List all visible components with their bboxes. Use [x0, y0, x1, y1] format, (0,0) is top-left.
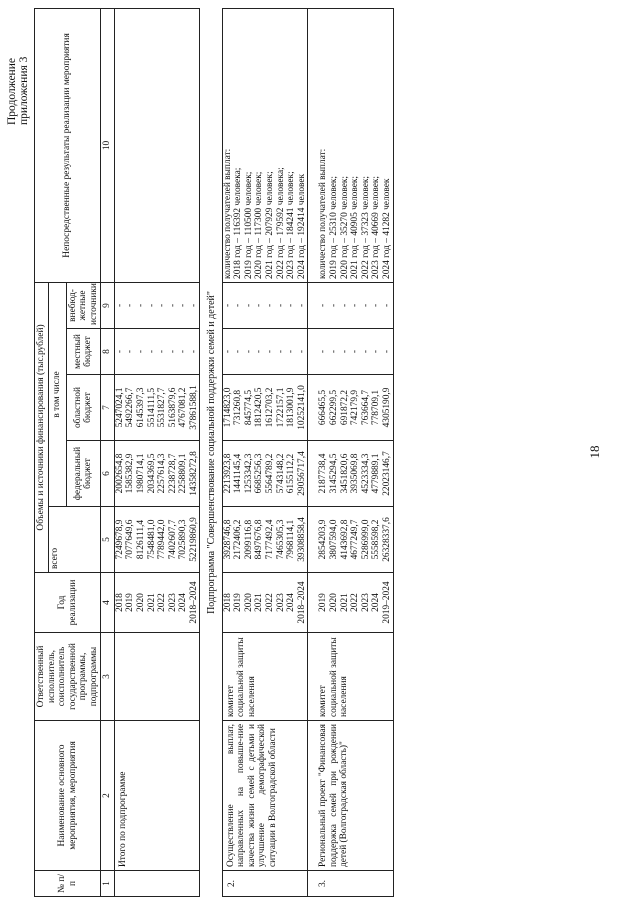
amount: 2257614,3	[157, 453, 168, 494]
index-cell: 5	[101, 507, 115, 573]
row-federal	[308, 441, 393, 507]
amount: -	[381, 349, 392, 354]
subprogram-row	[200, 8, 222, 896]
amount: 1612703,2	[265, 387, 276, 428]
amount: 1722157,1	[275, 387, 286, 428]
amount: -	[222, 349, 233, 354]
row-local	[308, 329, 393, 375]
amount: 4779889,1	[371, 453, 382, 494]
table-row	[308, 8, 393, 896]
row-local	[222, 329, 308, 375]
amount: 4143692,8	[339, 519, 350, 560]
amount: -	[360, 303, 371, 308]
year: 2019	[318, 593, 329, 612]
amount: 39308858,4	[296, 517, 307, 562]
result-line: 2020 год – 35270 человек;	[339, 175, 350, 279]
amount: -	[233, 349, 244, 354]
amount: 5564789,2	[265, 453, 276, 494]
amount: -	[381, 303, 392, 308]
amount: -	[167, 349, 178, 354]
index-cell: 1	[101, 871, 115, 897]
amount: 778709,1	[371, 389, 382, 426]
result-line: 2024 год – 192414 человек	[296, 173, 307, 279]
row-name: Осуществление выплат, направленных на повыше-ние качества жизни семей с детьми и улучшение демографической ситуации в Волгоградской области	[222, 721, 308, 871]
row-total	[222, 507, 308, 573]
year: 2024	[286, 593, 297, 612]
amount: 2034369,5	[146, 453, 157, 494]
amount: 5514111,5	[146, 387, 157, 428]
row-result	[308, 8, 393, 282]
amount: -	[157, 349, 168, 354]
year: 2023	[167, 593, 178, 612]
row-executor: комитет социальной защиты населения	[222, 633, 308, 721]
amount: -	[286, 349, 297, 354]
year: 2021	[254, 593, 265, 612]
amount: -	[318, 349, 329, 354]
index-cell: 3	[101, 633, 115, 721]
table-header	[35, 8, 115, 896]
amount: -	[329, 349, 339, 354]
totals-federal	[114, 441, 200, 507]
row-extra	[308, 282, 393, 328]
header-results: Непосредственные результаты реализации мероприятия	[35, 8, 101, 282]
amount: 5743148,2	[275, 453, 286, 494]
row-extra	[222, 282, 308, 328]
amount: 4305190,9	[381, 387, 392, 428]
amount: 7968114,1	[286, 519, 297, 560]
amount: 845774,5	[243, 389, 254, 426]
index-cell: 9	[101, 282, 115, 328]
row-name: Региональный проект "Финансовая поддержка семей при рождении детей (Волгоградская область)"	[308, 721, 393, 871]
totals-extra	[114, 282, 200, 328]
year: 2019	[125, 593, 136, 612]
amount: 7548481,0	[146, 519, 157, 560]
amount: -	[350, 349, 361, 354]
header-federal: федеральный бюджет	[66, 441, 101, 507]
amount: -	[146, 349, 157, 354]
result-line: 2023 год – 40669 человек;	[371, 175, 382, 279]
amount: 4767081,2	[178, 387, 189, 428]
amount: 10252141,0	[296, 385, 307, 430]
financing-table	[34, 8, 394, 897]
amount: -	[178, 349, 189, 354]
amount: -	[339, 349, 350, 354]
amount: -	[286, 303, 297, 308]
amount: -	[135, 303, 146, 308]
amount: 3935069,8	[350, 453, 361, 494]
row-regional	[308, 375, 393, 441]
year: 2020	[135, 593, 146, 612]
result-line: 2019 год – 25310 человек;	[329, 175, 339, 279]
totals-name: Итого по подпрограмме	[114, 721, 200, 871]
amount: 3928746,8	[222, 519, 233, 560]
amount: -	[339, 303, 350, 308]
result-line: 2023 год – 184241 человек;	[286, 171, 297, 279]
year: 2019	[233, 593, 244, 612]
page-number: 18	[587, 445, 602, 459]
result-line: 2021 год – 40905 человек;	[350, 175, 361, 279]
totals-years	[114, 573, 200, 633]
amount: -	[275, 349, 286, 354]
result-line: количество получателей выплат:	[318, 148, 329, 279]
index-cell: 8	[101, 329, 115, 375]
year: 2023	[275, 593, 286, 612]
year: 2022	[265, 593, 276, 612]
amount: 7402607,7	[167, 519, 178, 560]
amount: 1441145,4	[233, 453, 244, 494]
amount: 29056717,4	[296, 451, 307, 496]
amount: -	[254, 349, 265, 354]
amount: 2238728,7	[167, 453, 178, 494]
amount: 37861588,1	[188, 385, 199, 430]
year: 2020	[243, 593, 254, 612]
row-regional	[222, 375, 308, 441]
amount: -	[296, 303, 307, 308]
amount: 14358272,8	[188, 451, 199, 496]
amount: -	[371, 303, 382, 308]
amount: 742179,9	[350, 389, 361, 426]
amount: 7177492,4	[265, 519, 276, 560]
amount: -	[329, 303, 339, 308]
year: 2023	[360, 593, 371, 612]
amount: -	[275, 303, 286, 308]
row-federal	[222, 441, 308, 507]
year: 2019–2024	[381, 581, 392, 624]
amount: 7249678,9	[114, 519, 125, 560]
header-year: Год реализации	[35, 573, 101, 633]
result-line: 2020 год – 117300 человек;	[254, 171, 265, 279]
year: 2018	[222, 593, 233, 612]
amount: -	[360, 349, 371, 354]
amount: -	[114, 303, 125, 308]
amount: 2099116,8	[243, 519, 254, 560]
amount: 5286999,0	[360, 519, 371, 560]
amount: 8126111,4	[135, 519, 146, 560]
amount: 3451820,6	[339, 453, 350, 494]
header-executor: Ответственный исполнитель, соисполнитель государственной программы, подпрограммы	[35, 633, 101, 721]
header-financing: Объемы и источники финансирования (тыс.рублей)	[35, 282, 49, 572]
year: 2024	[371, 593, 382, 612]
amount: 3145294,5	[329, 453, 339, 494]
amount: -	[167, 303, 178, 308]
totals-executor	[114, 633, 200, 721]
amount: 8497676,8	[254, 519, 265, 560]
amount: -	[135, 349, 146, 354]
amount: -	[188, 349, 199, 354]
amount: -	[243, 303, 254, 308]
amount: 7789442,0	[157, 519, 168, 560]
result-line: 2018 год – 116392 человека;	[233, 167, 244, 279]
amount: 22023146,7	[381, 451, 392, 496]
result-line: 2024 год – 41282 человек	[381, 178, 392, 279]
amount: -	[318, 303, 329, 308]
amount: 1980714,1	[135, 453, 146, 494]
amount: 763664,7	[360, 389, 371, 426]
amount: 7465305,3	[275, 519, 286, 560]
year: 2018–2024	[296, 581, 307, 624]
amount: -	[114, 349, 125, 354]
result-line: количество получателей выплат:	[222, 148, 233, 279]
amount: 691872,2	[339, 389, 350, 426]
subprogram-title: Подпрограмма "Совершенствование социальной поддержки семей и детей"	[206, 291, 218, 614]
amount: 662299,5	[329, 389, 339, 426]
amount: 7025890,3	[178, 519, 189, 560]
header-name: Наименование основного мероприятия, мероприятия	[35, 721, 101, 871]
index-cell: 2	[101, 721, 115, 871]
amount: 731260,8	[233, 389, 244, 426]
amount: 1812420,5	[254, 387, 265, 428]
amount: -	[146, 303, 157, 308]
header-total: всего	[48, 507, 101, 573]
amount: 2172406,2	[233, 519, 244, 560]
amount: 52219860,9	[188, 517, 199, 562]
amount: -	[125, 303, 136, 308]
amount: 1253342,3	[243, 453, 254, 494]
table-row	[222, 8, 308, 896]
amount: -	[178, 303, 189, 308]
row-num: 2.	[222, 871, 308, 897]
row-result	[222, 8, 308, 282]
result-line: 2022 год – 37323 человек;	[360, 175, 371, 279]
header-local: местный бюджет	[66, 329, 101, 375]
year: 2022	[157, 593, 168, 612]
amount: -	[265, 349, 276, 354]
amount: 6145397,3	[135, 387, 146, 428]
totals-row	[114, 8, 200, 896]
amount: 1813001,9	[286, 387, 297, 428]
amount: -	[243, 349, 254, 354]
amount: 6685256,3	[254, 453, 265, 494]
row-years	[308, 573, 393, 633]
header-num: № п/п	[35, 871, 101, 897]
amount: 1585382,9	[125, 453, 136, 494]
index-cell: 4	[101, 573, 115, 633]
amount: 4523334,3	[360, 453, 371, 494]
amount: 2213923,8	[222, 453, 233, 494]
amount: -	[157, 303, 168, 308]
amount: -	[125, 349, 136, 354]
amount: 3807594,0	[329, 519, 339, 560]
row-num: 3.	[308, 871, 393, 897]
amount: -	[296, 349, 307, 354]
header-regional: областной бюджет	[66, 375, 101, 441]
index-cell: 6	[101, 441, 115, 507]
amount: 26328337,6	[381, 517, 392, 562]
totals-result	[114, 8, 200, 282]
amount: 4677249,7	[350, 519, 361, 560]
amount: 5247024,1	[114, 387, 125, 428]
index-cell: 10	[101, 8, 115, 282]
amount: 1714823,0	[222, 387, 233, 428]
year: 2021	[146, 593, 157, 612]
amount: 5558598,2	[371, 519, 382, 560]
amount: 2258809,1	[178, 453, 189, 494]
totals-total	[114, 507, 200, 573]
amount: -	[371, 349, 382, 354]
amount: -	[222, 303, 233, 308]
amount: -	[254, 303, 265, 308]
amount: 666465,5	[318, 389, 329, 426]
amount: -	[233, 303, 244, 308]
appendix-title: Продолжение приложения 3	[6, 56, 30, 125]
header-including: в том числе	[48, 282, 66, 506]
row-executor: комитет социальной защиты населения	[308, 633, 393, 721]
column-index-row	[101, 8, 115, 896]
year: 2018	[114, 593, 125, 612]
amount: 6155112,2	[286, 453, 297, 494]
totals-num	[114, 871, 200, 897]
result-line: 2022 год – 179592 человека;	[275, 167, 286, 279]
year: 2022	[350, 593, 361, 612]
year: 2024	[178, 593, 189, 612]
totals-regional	[114, 375, 200, 441]
result-line: 2021 год – 207929 человек;	[265, 171, 276, 279]
year: 2021	[339, 593, 350, 612]
year: 2020	[329, 593, 339, 612]
amount: -	[350, 303, 361, 308]
amount: 2002654,8	[114, 453, 125, 494]
amount: -	[188, 303, 199, 308]
amount: 5531827,7	[157, 387, 168, 428]
amount: 2187738,4	[318, 453, 329, 494]
totals-local	[114, 329, 200, 375]
amount: 5492266,7	[125, 387, 136, 428]
index-cell: 7	[101, 375, 115, 441]
year: 2018–2024	[188, 581, 199, 624]
row-total	[308, 507, 393, 573]
amount: 5163879,6	[167, 387, 178, 428]
amount: 2854203,9	[318, 519, 329, 560]
amount: -	[265, 303, 276, 308]
amount: 7077649,6	[125, 519, 136, 560]
result-line: 2019 год – 110500 человек;	[243, 171, 254, 279]
header-extra: внебюд-жетные источники	[66, 282, 101, 328]
row-years	[222, 573, 308, 633]
